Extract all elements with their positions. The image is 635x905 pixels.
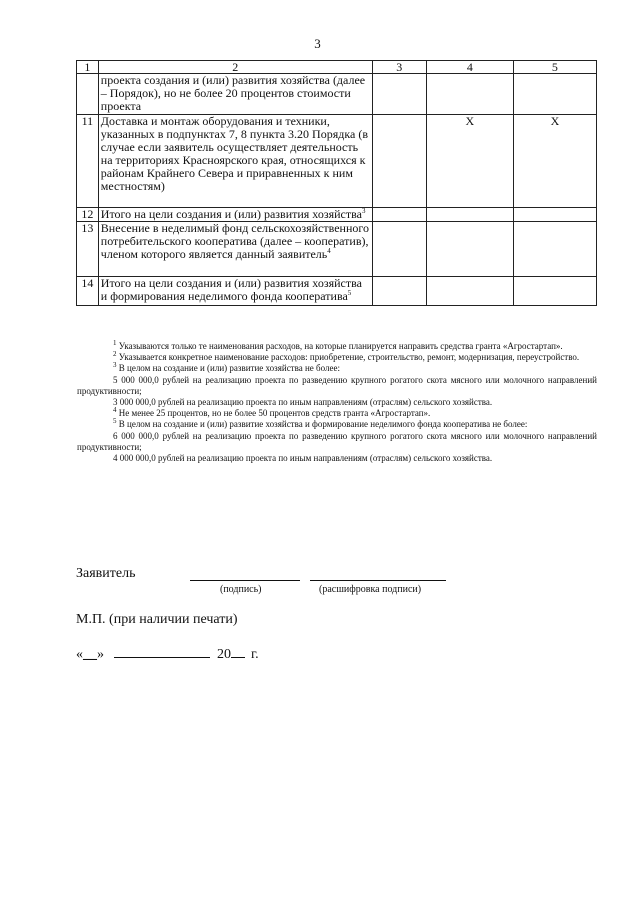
header-cell: 3 — [372, 61, 426, 74]
footnote-mark: 1 — [113, 339, 117, 347]
row-cell — [372, 115, 426, 208]
applicant-label: Заявитель — [76, 566, 136, 581]
header-cell: 4 — [426, 61, 513, 74]
row-cell — [513, 74, 596, 115]
decoding-caption: (расшифровка подписи) — [319, 584, 422, 595]
expense-table — [76, 60, 597, 306]
footnote-4 — [77, 408, 597, 419]
row-cell — [513, 208, 596, 222]
row-number: 14 — [77, 277, 99, 306]
row-name — [98, 208, 372, 222]
footnote-ref: 5 — [347, 289, 352, 297]
row-name-text: Итого на цели создания и (или) развития хозяйства — [100, 207, 362, 221]
header-cell: 1 — [77, 61, 99, 74]
footnotes — [77, 341, 597, 464]
row-cell — [426, 277, 513, 306]
footnote-text: Указываются только те наименования расходов, на которые планируется направить средства гранта «Агростартап». — [118, 341, 563, 351]
footnote-3a: 5 000 000,0 рублей на реализацию проекта по разведению крупного рогатого скота мясного или молочного направлений продуктивности; — [77, 374, 597, 396]
footnote-1 — [77, 341, 597, 352]
table-row — [77, 208, 597, 222]
date-day-blank: __ — [83, 647, 97, 662]
row-cell — [372, 74, 426, 115]
row-cell — [513, 222, 596, 277]
row-number: 13 — [77, 222, 99, 277]
footnote-3b: 3 000 000,0 рублей на реализацию проекта по иным направлениям (отраслям) сельского хозяйства. — [113, 397, 493, 408]
table-row — [77, 74, 597, 115]
row-name-text: Итого на цели создания и (или) развития хозяйства и формирования неделимого фонда кооператива — [100, 276, 362, 303]
date-suffix: г. — [251, 647, 259, 662]
row-name-text: Внесение в неделимый фонд сельскохозяйственного потребительского кооператива (далее – кооператив), членом которого является данный заявитель — [100, 221, 369, 261]
row-cell — [426, 222, 513, 277]
row-number — [77, 74, 99, 115]
table-row — [77, 277, 597, 306]
footnote-ref: 4 — [327, 247, 331, 255]
stamp-label: М.П. (при наличии печати) — [76, 612, 238, 627]
footnote-2 — [77, 352, 597, 363]
row-cell: X — [426, 115, 513, 208]
footnote-mark: 5 — [113, 417, 117, 426]
footnote-text: В целом на создание и (или) развитие хозяйства не более: — [118, 363, 340, 374]
row-name — [98, 222, 372, 277]
table-row — [77, 222, 597, 277]
row-number: 12 — [77, 208, 99, 222]
decoding-line — [310, 580, 446, 581]
footnote-mark: 2 — [113, 350, 117, 359]
row-name — [98, 277, 372, 306]
footnote-text: В целом на создание и (или) развитие хозяйства и формирование неделимого фонда кооператива не более: — [118, 419, 528, 430]
row-name: Доставка и монтаж оборудования и техники, указанных в подпунктах 7, 8 пункта 3.20 Порядка (в случае если заявитель осуществляет деятельность на территориях Красноярского края, относящихся к районам Крайнего Севера и приравненных к ним местностям) — [98, 115, 372, 208]
row-number: 11 — [77, 115, 99, 208]
date-line — [76, 646, 259, 663]
page-number: 3 — [314, 36, 321, 51]
footnote-5a: 6 000 000,0 рублей на реализацию проекта по разведению крупного рогатого скота мясного или молочного направлений продуктивности; — [77, 430, 597, 452]
footnote-text: Не менее 25 процентов, но не более 50 процентов средств гранта «Агростартап». — [118, 408, 431, 419]
row-cell — [513, 277, 596, 306]
footnote-5b: 4 000 000,0 рублей на реализацию проекта по иным направлениям (отраслям) сельского хозяйства. — [113, 453, 493, 464]
row-cell — [426, 74, 513, 115]
footnote-5 — [77, 419, 597, 430]
date-quote-open: « — [76, 647, 83, 662]
date-month-blank — [114, 646, 210, 658]
date-year-prefix: 20 — [217, 647, 231, 662]
table-header-row — [77, 61, 597, 74]
row-cell: X — [513, 115, 596, 208]
header-cell: 5 — [513, 61, 596, 74]
signature-line — [190, 580, 300, 581]
date-year-blank — [231, 646, 245, 658]
signature-caption: (подпись) — [220, 584, 262, 595]
row-cell — [426, 208, 513, 222]
footnote-ref: 3 — [361, 207, 366, 215]
footnote-mark: 4 — [113, 406, 117, 415]
row-cell — [372, 277, 426, 306]
row-name: проекта создания и (или) развития хозяйства (далее – Порядок), но не более 20 процентов стоимости проекта — [98, 74, 372, 115]
table-row — [77, 115, 597, 208]
footnote-mark: 3 — [113, 361, 117, 370]
row-cell — [372, 222, 426, 277]
footnote-text: Указывается конкретное наименование расходов: приобретение, строительство, ремонт, модернизация, переустройство. — [118, 352, 580, 363]
row-cell — [372, 208, 426, 222]
date-quote-close: » — [97, 647, 104, 662]
footnote-3 — [77, 363, 597, 374]
header-cell: 2 — [98, 61, 372, 74]
